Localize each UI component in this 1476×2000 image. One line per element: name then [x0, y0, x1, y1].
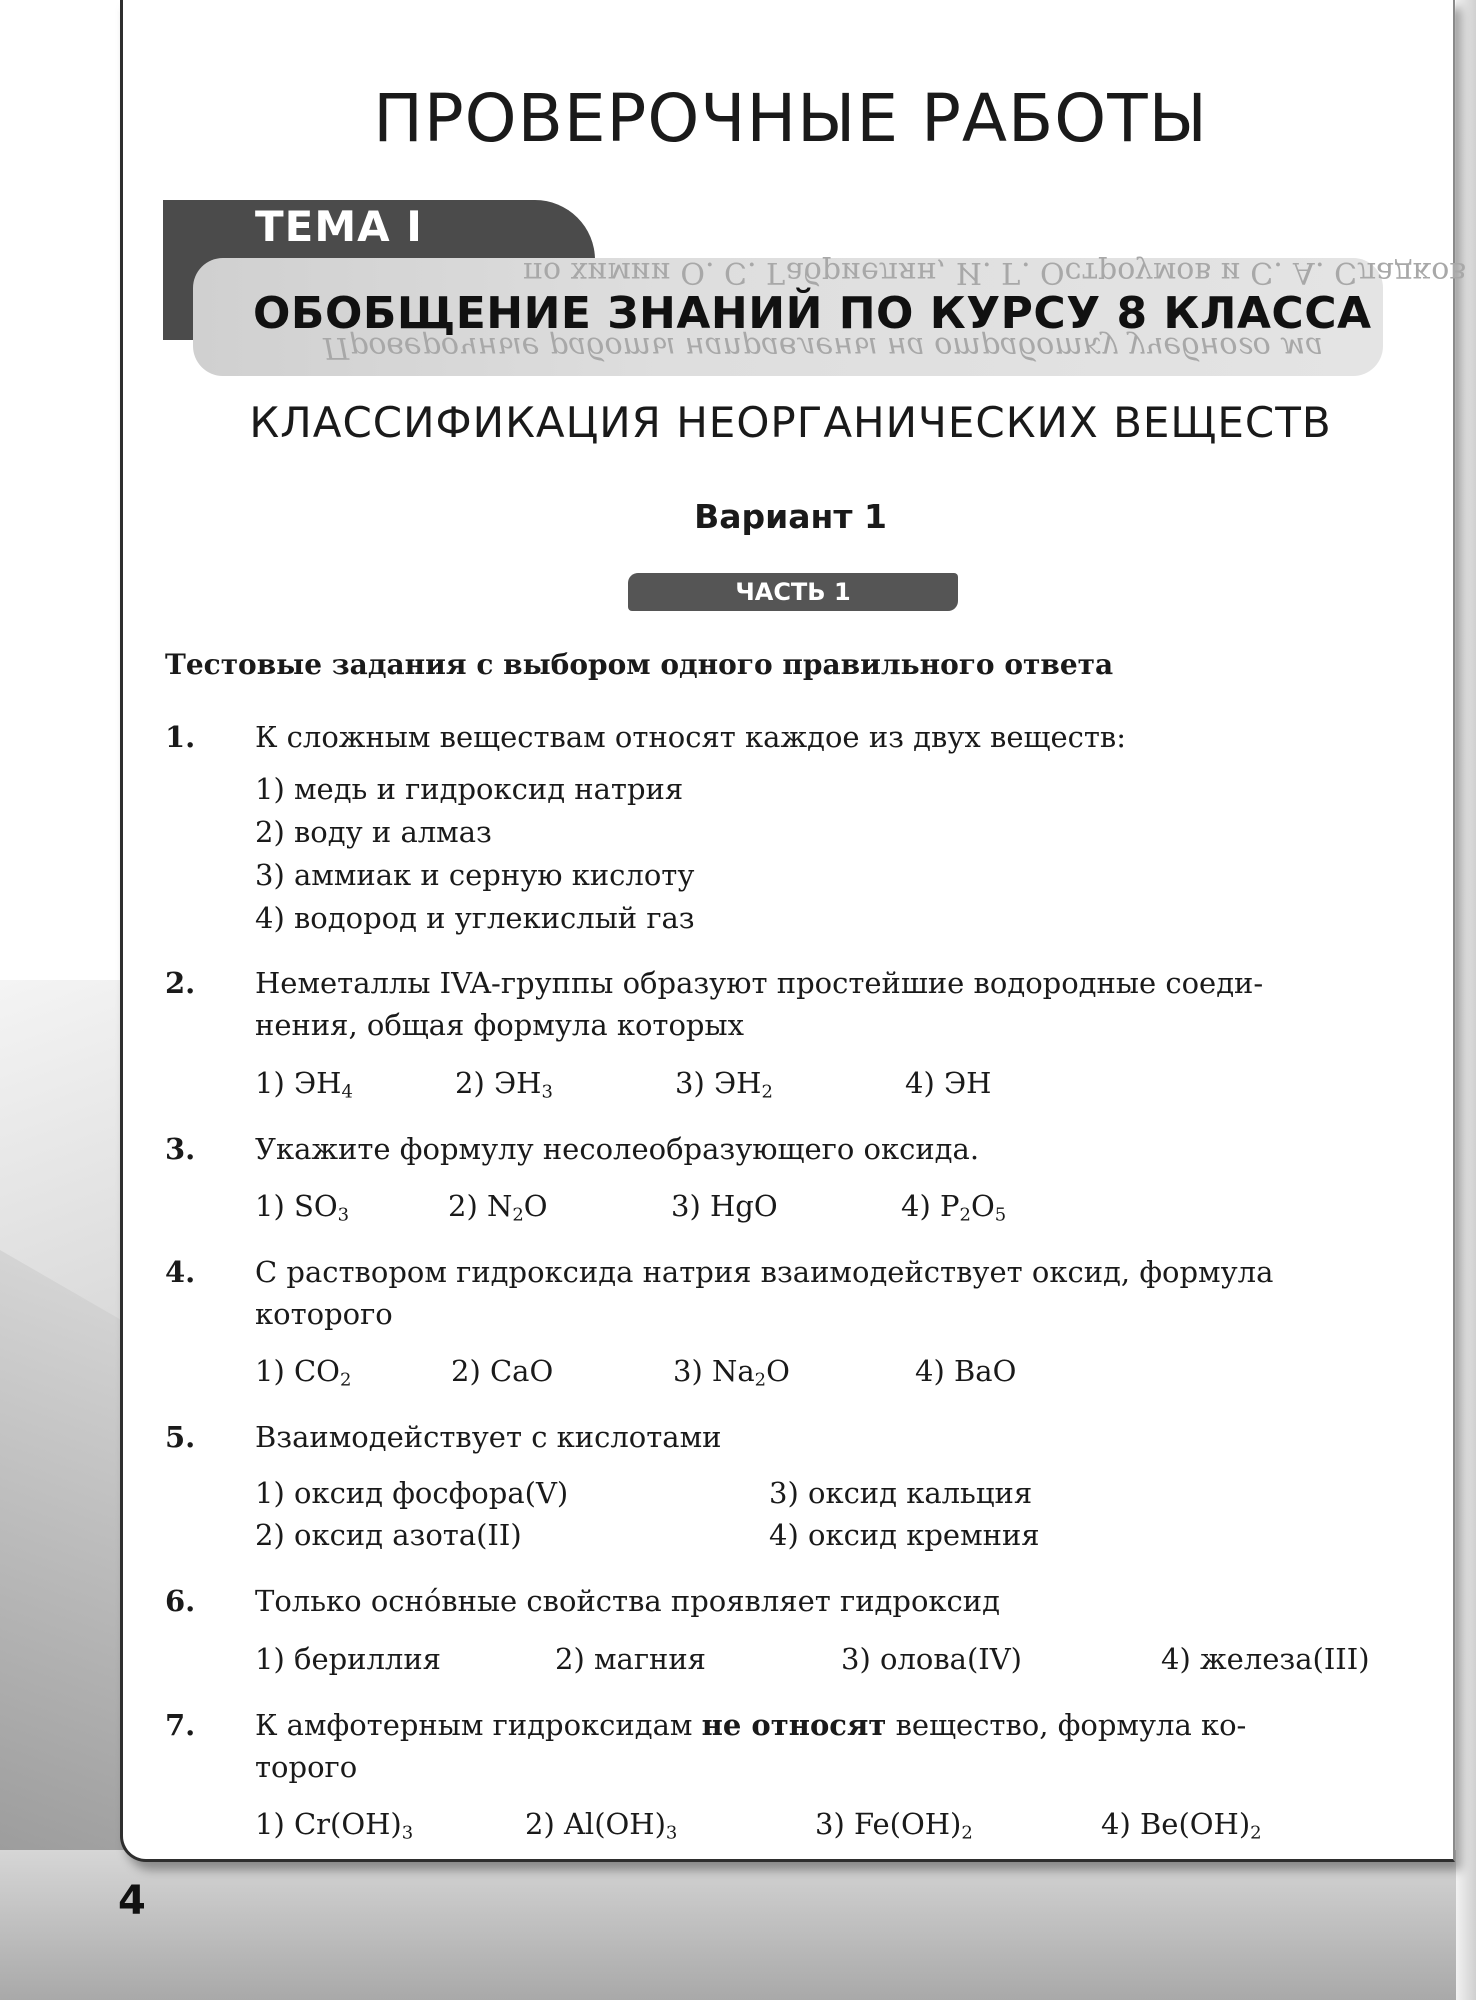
question-text: Только осно́вные свойства проявляет гидроксид [255, 1584, 1000, 1618]
answer-option: 4) BaO [915, 1354, 1017, 1388]
question-text: С раствором гидроксида натрия взаимодействует оксид, формула которого [255, 1255, 1274, 1331]
answer-option: 2) CaO [451, 1354, 554, 1388]
instructions: Тестовые задания с выбором одного правильного ответа [165, 648, 1114, 681]
answer-option: 3) HgO [671, 1189, 778, 1223]
question-number: 1. [165, 720, 196, 754]
bleed-through-text: по химии О. С. Габриелян, И. Г. Остроумов и С. А. Сладков [523, 255, 1467, 290]
answer-option: 2) оксид азота(II) [255, 1518, 522, 1552]
answer-option: 3) оксид кальция [769, 1476, 1033, 1510]
answer-option: 3) $ЭН_2$ [675, 1066, 773, 1103]
theme-label: ТЕМА I [255, 202, 423, 251]
part-badge: ЧАСТЬ 1 [628, 573, 958, 611]
question-number: 6. [165, 1584, 196, 1618]
answer-option: 4) водород и углекислый газ [255, 901, 695, 935]
answer-option: 2) магния [555, 1642, 706, 1676]
question-number: 3. [165, 1132, 196, 1166]
section-title: КЛАССИФИКАЦИЯ НЕОРГАНИЧЕСКИХ ВЕЩЕСТВ [249, 398, 1332, 447]
page-number: 4 [118, 1878, 146, 1924]
answer-option: 4) $P_2O_5$ [901, 1189, 1007, 1226]
answer-option: 1) медь и гидроксид натрия [255, 772, 684, 806]
question-text: К амфотерным гидроксидам не относят вещество, формула ко- торого [255, 1708, 1247, 1784]
question-number: 4. [165, 1255, 196, 1289]
question-text: Неметаллы IVA-группы образуют простейшие водородные соеди- нения, общая формула которых [255, 966, 1264, 1042]
question-text: К сложным веществам относят каждое из двух веществ: [255, 720, 1126, 754]
question-text: Укажите формулу несолеобразующего оксида. [255, 1132, 980, 1166]
theme-title: ОБОБЩЕНИЕ ЗНАНИЙ ПО КУРСУ 8 КЛАССА [253, 288, 1372, 339]
answer-option: 4) ЭН [905, 1066, 992, 1100]
answer-option: 2) $ЭН_3$ [455, 1066, 553, 1103]
answer-option: 1) $ЭН_4$ [255, 1066, 353, 1103]
answer-option: 2) воду и алмаз [255, 815, 492, 849]
answer-option: 2) $Al(OH)_3$ [525, 1807, 678, 1844]
workbook-page [120, 0, 1467, 1862]
answer-option: 2) $N_2O$ [448, 1189, 548, 1226]
background-cover-right [1456, 0, 1476, 2000]
answer-option: 3) олова(IV) [841, 1642, 1022, 1676]
answer-option: 1) бериллия [255, 1642, 441, 1676]
variant-heading: Вариант 1 [694, 497, 887, 536]
question-number: 2. [165, 966, 196, 1000]
question-number: 5. [165, 1420, 196, 1454]
question-number: 7. [165, 1708, 196, 1742]
bleed-through-text: Проверочные работы направлены на отработку учебного ма [323, 330, 1323, 365]
answer-option: 1) $SO_3$ [255, 1189, 350, 1226]
answer-option: 1) $Cr(OH)_3$ [255, 1807, 414, 1844]
answer-option: 3) $Na_2O$ [673, 1354, 790, 1391]
answer-option: 1) оксид фосфора(V) [255, 1476, 569, 1510]
answer-option: 1) $CO_2$ [255, 1354, 352, 1391]
question-text: Взаимодействует с кислотами [255, 1420, 722, 1454]
answer-option: 4) $Be(OH)_2$ [1101, 1807, 1262, 1844]
background-cover-bottom [0, 1850, 1476, 2000]
answer-option: 4) железа(III) [1161, 1642, 1370, 1676]
answer-option: 3) аммиак и серную кислоту [255, 858, 695, 892]
answer-option: 3) $Fe(OH)_2$ [815, 1807, 973, 1844]
answer-option: 4) оксид кремния [769, 1518, 1040, 1552]
page-title: ПРОВЕРОЧНЫЕ РАБОТЫ [373, 80, 1208, 157]
